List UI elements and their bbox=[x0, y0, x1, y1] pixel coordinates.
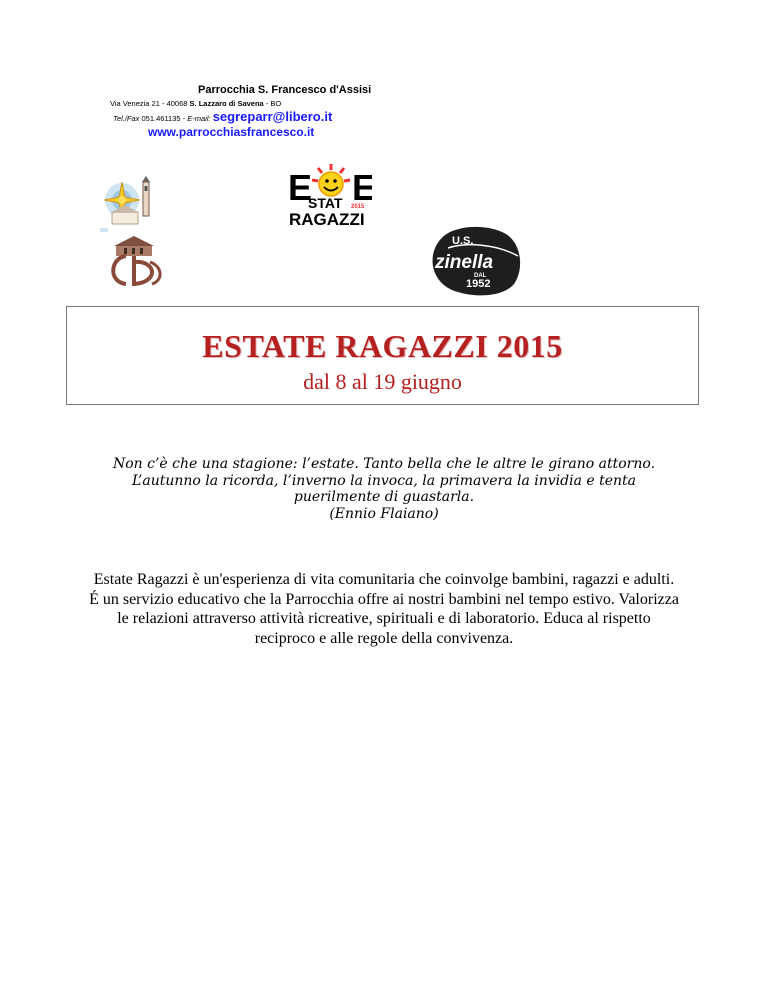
estate-logo-e1: E bbox=[288, 167, 313, 208]
address-province: - BO bbox=[265, 99, 282, 108]
paragraph-line: le relazioni attraverso attività ricreative, spirituali e di laboratorio. Educa al rispetto bbox=[117, 610, 651, 627]
estate-ragazzi-logo bbox=[288, 162, 372, 228]
paragraph-line: É un servizio educativo che la Parrocchia offre ai nostri bambini nel tempo estivo. Valorizza bbox=[89, 590, 679, 608]
zinella-logo bbox=[430, 226, 524, 296]
paragraph-line: reciproco e alle regole della convivenza. bbox=[254, 629, 514, 647]
cd-logo bbox=[104, 232, 166, 288]
address-street: Via Venezia 21 - 40068 bbox=[110, 99, 188, 108]
event-dates: dal 8 al 19 giugno bbox=[303, 369, 462, 394]
quote-line: puerilmente di guastarla. bbox=[293, 489, 475, 505]
parish-church-logo bbox=[98, 176, 164, 240]
estate-logo-year: 2015 bbox=[351, 204, 365, 210]
zinella-year: 1952 bbox=[466, 278, 491, 290]
title-box bbox=[66, 306, 699, 405]
address-city: S. Lazzaro di Savena bbox=[189, 99, 264, 108]
description-paragraph bbox=[56, 570, 712, 648]
parish-name: Parrocchia S. Francesco d'Assisi bbox=[198, 84, 372, 96]
zinella-dal: DAL bbox=[474, 273, 487, 279]
zinella-us: U.S. bbox=[452, 235, 474, 247]
paragraph-line: Estate Ragazzi è un'esperienza di vita comunitaria che coinvolge bambini, ragazzi e adulti. bbox=[93, 571, 675, 588]
website-link[interactable]: www.parrocchiasfrancesco.it bbox=[148, 125, 315, 139]
quote-line: L’autunno la ricorda, l’inverno la invoca, la primavera la invidia e tenta bbox=[131, 472, 637, 489]
estate-logo-stat: STAT bbox=[308, 195, 343, 211]
estate-logo-e2: E bbox=[352, 167, 372, 208]
email-link[interactable]: segreparr@libero.it bbox=[212, 109, 333, 124]
email-label: E-mail: bbox=[187, 114, 211, 123]
quote-line: Non c’è che una stagione: l’estate. Tanto bella che le altre le girano attorno. bbox=[112, 456, 656, 472]
parish-contacts bbox=[113, 109, 332, 124]
parish-address bbox=[110, 99, 281, 108]
tel-label: Tel./Fax bbox=[113, 114, 140, 123]
quote-author: (Ennio Flaiano) bbox=[329, 505, 439, 522]
estate-logo-ragazzi: RAGAZZI bbox=[289, 210, 365, 228]
tel-number: 051.461135 - bbox=[141, 114, 186, 123]
quote-block bbox=[60, 456, 708, 522]
page-title: ESTATE RAGAZZI 2015 bbox=[202, 328, 563, 364]
zinella-name: zinella bbox=[435, 252, 494, 273]
